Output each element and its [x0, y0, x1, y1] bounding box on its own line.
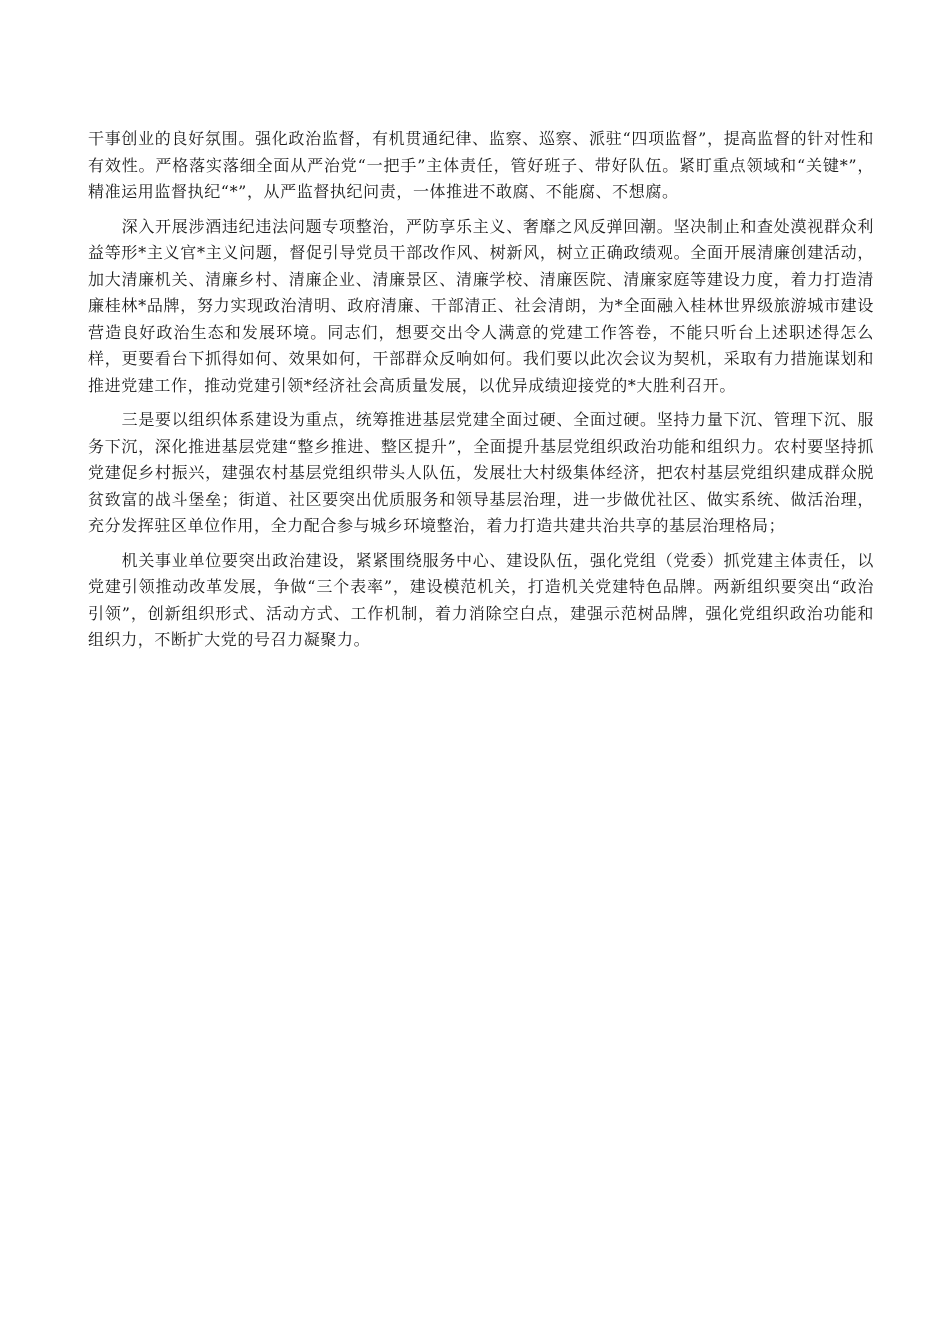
- document-body: [88, 126, 874, 662]
- paragraph-2: 深入开展涉酒违纪违法问题专项整治，严防享乐主义、奢靡之风反弹回潮。坚决制止和查处漠视群众利益等形*主义官*主义问题，督促引导党员干部改作风、树新风，树立正确政绩观。全面开展清廉创建活动，加大清廉机关、清廉乡村、清廉企业、清廉景区、清廉学校、清廉医院、清廉家庭等建设力度，着力打造清廉桂林*品牌，努力实现政治清明、政府清廉、干部清正、社会清朗，为*全面融入桂林世界级旅游城市建设营造良好政治生态和发展环境。同志们，想要交出令人满意的党建工作答卷，不能只听台上述职述得怎么样，更要看台下抓得如何、效果如何，干部群众反响如何。我们要以此次会议为契机，采取有力措施谋划和推进党建工作，推动党建引领*经济社会高质量发展，以优异成绩迎接党的*大胜利召开。: [88, 216, 874, 395]
- paragraph-3: 三是要以组织体系建设为重点，统筹推进基层党建全面过硬、全面过硬。坚持力量下沉、管理下沉、服务下沉，深化推进基层党建“整乡推进、整区提升”，全面提升基层党组织政治功能和组织力。农村要坚持抓党建促乡村振兴，建强农村基层党组织带头人队伍，发展壮大村级集体经济，把农村基层党组织建成群众脱贫致富的战斗堡垒；街道、社区要突出优质服务和领导基层治理，进一步做优社区、做实系统、做活治理，充分发挥驻区单位作用，全力配合参与城乡环境整治，着力打造共建共治共享的基层治理格局；: [88, 410, 874, 535]
- paragraph-4: 机关事业单位要突出政治建设，紧紧围绕服务中心、建设队伍，强化党组（党委）抓党建主体责任，以党建引领推动改革发展，争做“三个表率”，建设模范机关，打造机关党建特色品牌。两新组织要突出“政治引领”，创新组织形式、活动方式、工作机制，着力消除空白点，建强示范树品牌，强化党组织政治功能和组织力，不断扩大党的号召力凝聚力。: [88, 550, 874, 649]
- paragraph-1: 干事创业的良好氛围。强化政治监督，有机贯通纪律、监察、巡察、派驻“四项监督”，提高监督的针对性和有效性。严格落实落细全面从严治党“一把手”主体责任，管好班子、带好队伍。紧盯重点领域和“关键*”，精准运用监督执纪“*”，从严监督执纪问责，一体推进不敢腐、不能腐、不想腐。: [88, 129, 874, 201]
